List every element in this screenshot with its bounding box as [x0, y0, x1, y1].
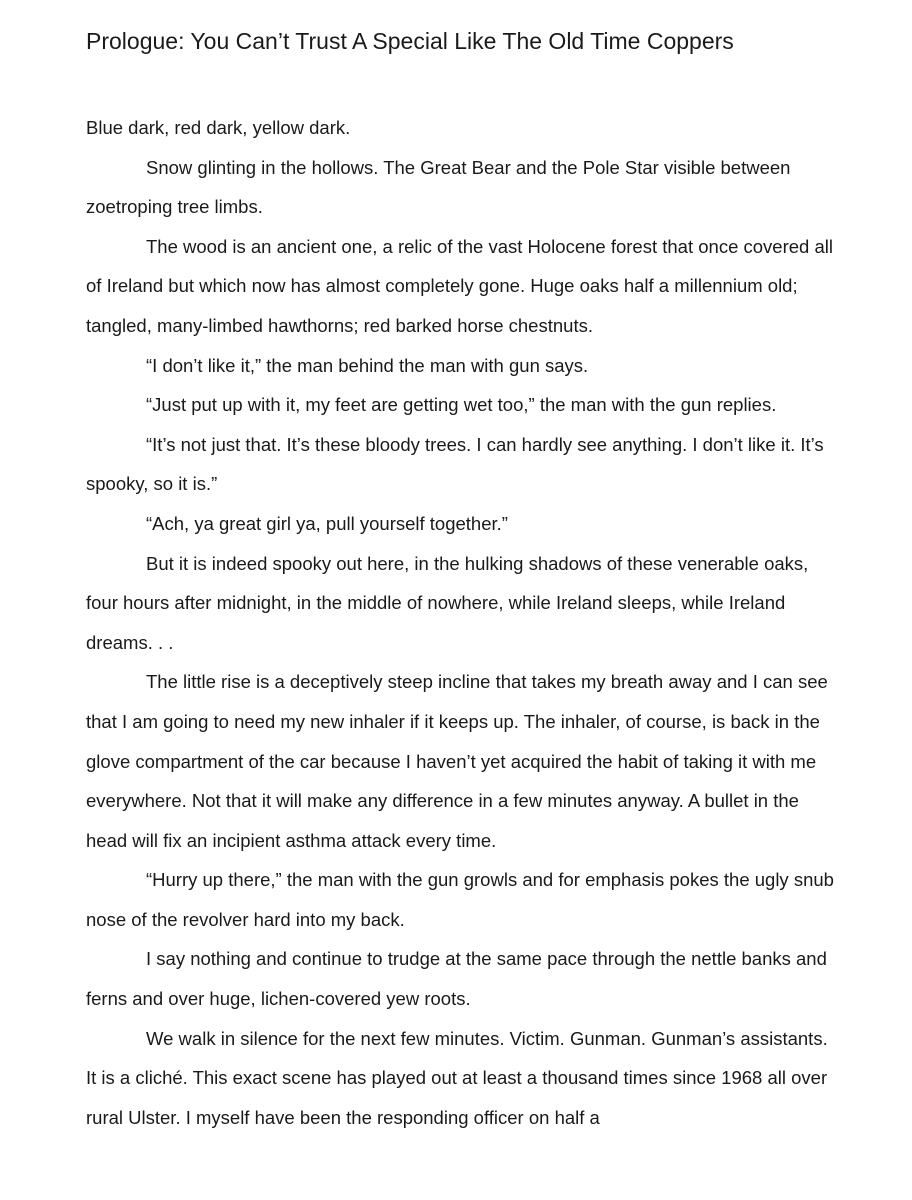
paragraph: “Ach, ya great girl ya, pull yourself together.” [146, 512, 508, 534]
paragraph: “Hurry up there,” the man with the gun growls and for emphasis pokes the ugly snub nose of the revolver hard into my back. [86, 869, 834, 930]
paragraph: We walk in silence for the next few minutes. Victim. Gunman. Gunman’s assistants. It is a cliché. This exact scene has played out at least a thousand times since 1968 all over rural Ulster. I myself have been the responding officer on half a [86, 1027, 828, 1128]
paragraph: Snow glinting in the hollows. The Great Bear and the Pole Star visible between zoetroping tree limbs. [86, 156, 791, 218]
paragraph: “Just put up with it, my feet are getting wet too,” the man with the gun replies. [146, 394, 777, 416]
paragraph: I say nothing and continue to trudge at the same pace through the nettle banks and ferns and over huge, lichen-covered yew roots. [86, 948, 827, 1010]
paragraph: The wood is an ancient one, a relic of the vast Holocene forest that once covered all of Ireland but which now has almost completely gone. Huge oaks half a millennium old; tangled, many-limbed hawthorns; red barked horse chestnuts. [86, 235, 833, 336]
paragraph: But it is indeed spooky out here, in the hulking shadows of these venerable oaks, four hours after midnight, in the middle of nowhere, while Ireland sleeps, while Ireland dreams. . . [86, 552, 809, 653]
paragraph: Blue dark, red dark, yellow dark. [86, 117, 351, 138]
document-body [86, 108, 842, 1137]
chapter-title: Prologue: You Can’t Trust A Special Like The Old Time Coppers [86, 28, 734, 54]
paragraph: “I don’t like it,” the man behind the man with gun says. [146, 354, 589, 376]
paragraph: The little rise is a deceptively steep incline that takes my breath away and I can see that I am going to need my new inhaler if it keeps up. The inhaler, of course, is back in the glove compartment of the car because I haven’t yet acquired the habit of taking it with me everywhere. Not that it will make any difference in a few minutes anyway. A bullet in the head will fix an incipient asthma attack every time. [86, 671, 828, 851]
paragraph: “It’s not just that. It’s these bloody trees. I can hardly see anything. I don’t like it. It’s spooky, so it is.” [86, 433, 824, 495]
